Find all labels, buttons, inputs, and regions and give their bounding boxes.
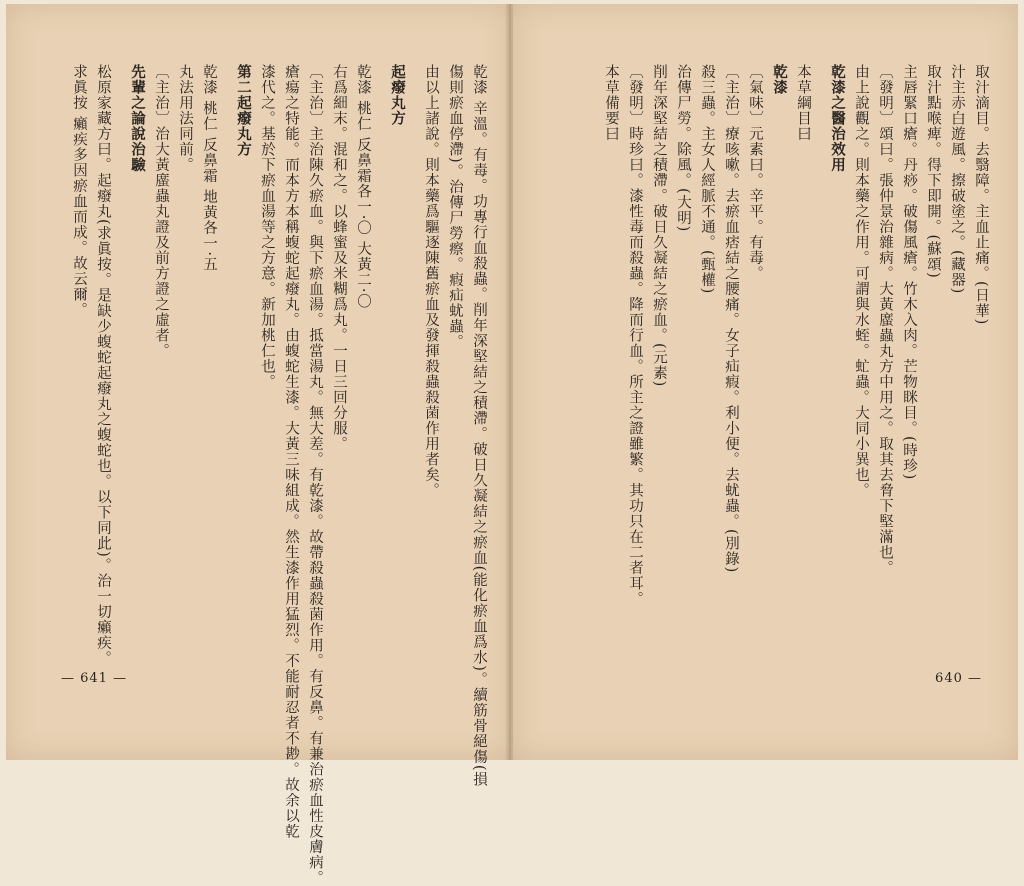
text-column: 治傳尸勞。除風。(大明) — [675, 64, 691, 233]
text-column: 〔發明〕頌曰。張仲景治雜病。大黃䗪蟲丸方中用之。取其去脅下堅滿也。 — [877, 64, 893, 576]
page-number: 640 — — [935, 671, 982, 686]
text-column: 取汁滴目。去翳障。主血止痛。(日華) — [973, 64, 989, 326]
text-column: 乾漆 辛溫。有毒。功專行血殺蟲。削年深堅結之積滯。破日久凝結之瘀血(能化瘀血爲水)。續筋骨絕傷(損 — [471, 64, 487, 788]
text-column: 〔發明〕時珍曰。漆性毒而殺蟲。降而行血。所主之證雖繁。其功只在二者耳。 — [627, 64, 643, 607]
section-heading: 第二起癈丸方 — [235, 64, 252, 157]
text-column: 〔主治〕治大黃䗪蟲丸證及前方證之虛者。 — [153, 64, 169, 359]
text-column: 乾漆 桃仁 反鼻霜各一·〇 大黃二·〇 — [355, 64, 371, 310]
text-column: 瘡瘍之特能。而本方本稱蝮蛇起癈丸。由蝮蛇生漆。大黃三味組成。然生漆作用猛烈。不能耐忍者不尠。故余以乾 — [283, 64, 299, 839]
text-column: 由以上諸說。則本藥爲驅逐陳舊瘀血及發揮殺蟲殺菌作用者矣。 — [423, 64, 439, 498]
text-column: 殺三蟲。主女人經脈不通。(甄權) — [699, 64, 715, 295]
left-page — [6, 4, 511, 886]
text-column: 傷則瘀血停滯)。治傳尸勞瘵。瘕疝蚘蟲。 — [447, 64, 463, 350]
text-column: 乾漆 桃仁 反鼻霜 地黃各一·五 — [201, 64, 217, 273]
text-column: 本草綱目曰 — [795, 64, 811, 142]
text-column: 右爲細末。混和之。以蜂蜜及米糊爲丸。一日三回分服。 — [331, 64, 347, 452]
section-heading: 起癈丸方 — [389, 64, 406, 126]
text-column: 取汁點喉痺。得下即開。(蘇頌) — [925, 64, 941, 279]
text-column: 削年深堅結之積滯。破日久凝結之瘀血。(元素) — [651, 64, 667, 388]
text-column: 漆代之。基於下瘀血湯等之方意。新加桃仁也。 — [259, 64, 275, 390]
right-page-text — [603, 64, 993, 654]
text-column: 〔氣味〕元素曰。辛平。有毒。 — [747, 64, 763, 281]
text-column: 由上說觀之。則本藥之作用。可謂與水蛭。虻蟲。大同小異也。 — [853, 64, 869, 498]
section-heading: 乾漆 — [771, 64, 788, 95]
text-column: 〔主治〕療咳嗽。去瘀血痞結之腰痛。女子疝瘕。利小便。去蚘蟲。(別錄) — [723, 64, 739, 574]
text-column: 求眞按 癩疾多因瘀血而成。故云爾。 — [71, 64, 87, 318]
right-page — [513, 4, 1018, 760]
text-column: 本草備要曰 — [603, 64, 619, 142]
section-heading: 乾漆之醫治效用 — [829, 64, 846, 173]
text-column: 松原家藏方曰。起癈丸(求眞按。是缺少蝮蛇起癈丸之蝮蛇也。以下同此)。治一切癩疾。 — [95, 64, 111, 667]
text-column: 丸法用法同前。 — [177, 64, 193, 173]
page-number: — 641 — — [61, 671, 128, 686]
text-column: 主唇緊口瘡。丹痧。破傷風瘡。竹木入肉。芒物眯目。(時珍) — [901, 64, 917, 481]
section-heading: 先輩之論說治驗 — [129, 64, 146, 173]
text-column: 汁主赤白遊風。擦破塗之。(藏器) — [949, 64, 965, 295]
text-column: 〔主治〕主治陳久瘀血。與下瘀血湯。抵當湯丸。無大差。有乾漆。故帶殺蟲殺菌作用。有反鼻。有兼治瘀血性皮膚病。 — [307, 64, 323, 886]
